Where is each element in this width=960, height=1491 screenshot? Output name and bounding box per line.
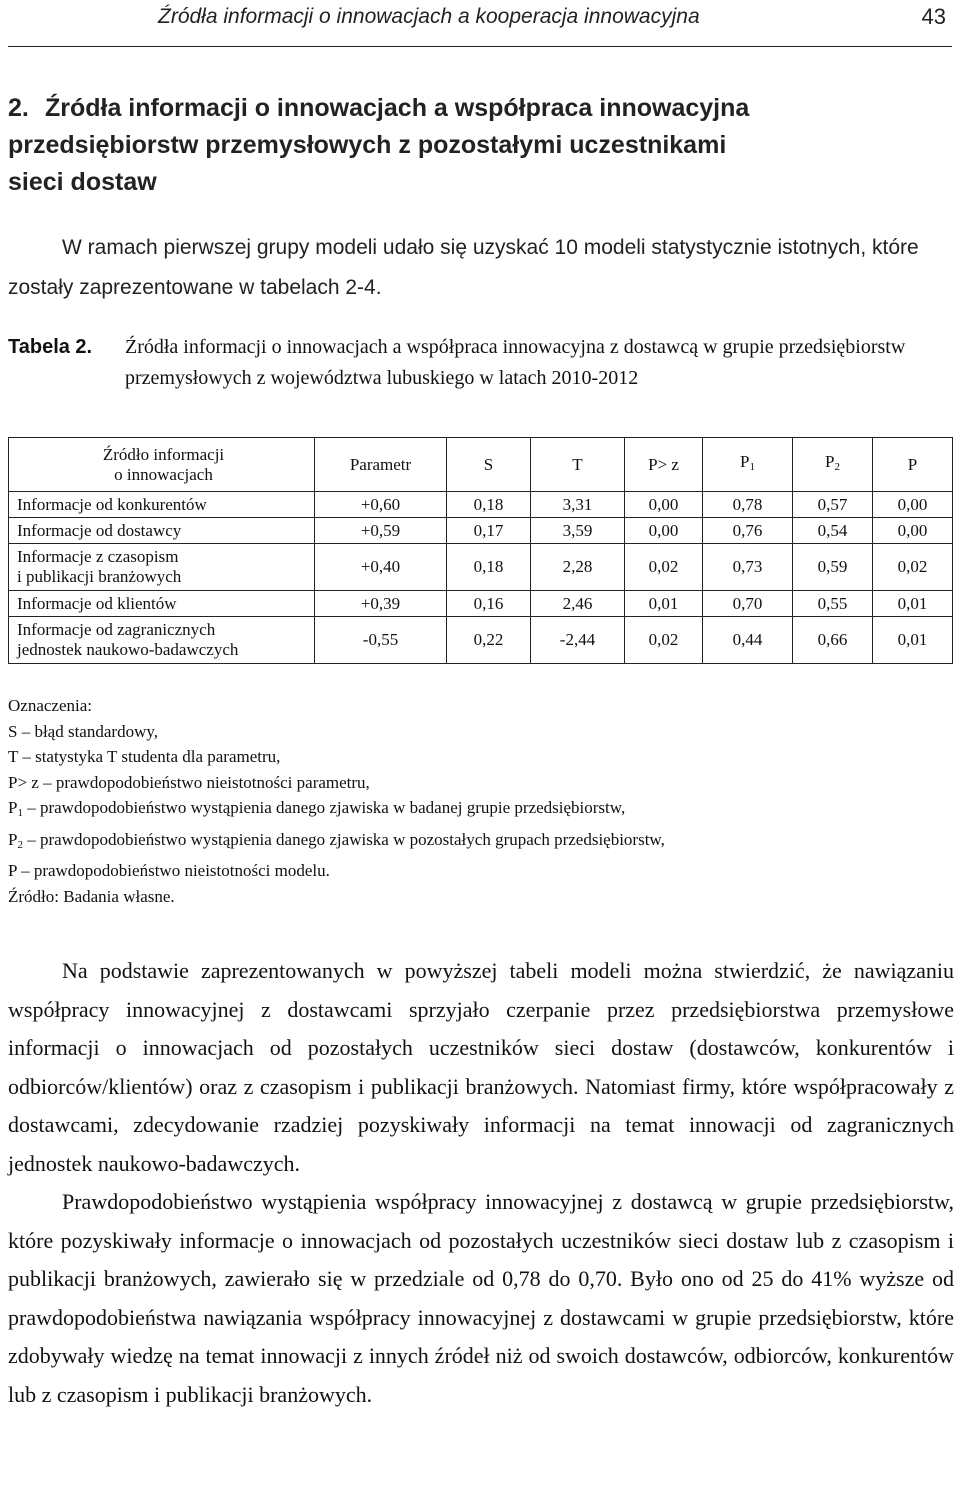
table-caption-text: Źródła informacji o innowacjach a współpraca innowacyjna z dostawcą w grupie przedsiębiorstw przemysłowych z województwa lubuskiego w latach 2010-2012 [125,336,906,389]
row-p2: 0,57 [793,492,873,518]
results-table [8,437,953,664]
row-pz: 0,02 [625,617,703,664]
table-row [9,544,953,591]
header-source: Źródło informacji o innowacjach [9,438,315,492]
row-p2: 0,54 [793,518,873,544]
row-p2: 0,55 [793,591,873,617]
row-param: +0,39 [315,591,447,617]
legend-t: T – statystyka T studenta dla parametru, [8,747,281,766]
row-s: 0,22 [447,617,531,664]
body-text [8,952,954,1414]
legend-s: S – błąd standardowy, [8,721,158,741]
row-source: Informacje od klientów [9,591,315,617]
row-s: 0,17 [447,518,531,544]
legend [8,693,948,884]
section-heading [8,90,908,201]
legend-title: Oznaczenia: [8,696,92,715]
row-p1: 0,76 [703,518,793,544]
row-t: 3,31 [531,492,625,518]
table-row [9,617,953,664]
row-param: +0,59 [315,518,447,544]
table-row [9,518,953,544]
page-header [8,0,952,47]
paragraph-2: Prawdopodobieństwo wystąpienia współpracy innowacyjnej z dostawcą w grupie przedsiębiorstw, które pozyskiwały informacje o innowacjach od pozostałych uczestników sieci dostaw lub z czasopism i publikacji branżowych, zawierało się w przedziale od 0,78 do 0,70. Było ono od 25 do 41% wyższe od prawdopodobieństwa nawiązania współpracy innowacyjnej z dostawcami w grupie przedsiębiorstw, które zdobywały wiedzę na temat innowacji z innych źródeł niż od swoich dostawców, odbiorców, konkurentów lub z czasopism i publikacji branżowych. [8,1189,954,1407]
section-heading-line-1: 2. Źródła informacji o innowacjach a współpraca innowacyjna [8,90,908,127]
row-s: 0,18 [447,544,531,591]
header-s: S [447,438,531,492]
row-t: 2,46 [531,591,625,617]
header-p1: $P_1$ [703,438,793,492]
row-p1: 0,44 [703,617,793,664]
row-param: +0,40 [315,544,447,591]
row-s: 0,18 [447,492,531,518]
row-p: 0,02 [873,544,953,591]
header-p: P [873,438,953,492]
row-p: 0,01 [873,617,953,664]
row-p1: 0,70 [703,591,793,617]
table-header-row [9,438,953,492]
section-number: 2. [8,94,29,122]
row-p: 0,00 [873,518,953,544]
table-caption-label: Tabela 2. [8,336,93,358]
row-source: Informacje od zagranicznych jednostek naukowo-badawczych [9,617,315,664]
header-parametr: Parametr [315,438,447,492]
header-t: T [531,438,625,492]
row-pz: 0,00 [625,492,703,518]
row-source: Informacje od dostawcy [9,518,315,544]
row-source: Informacje od konkurentów [9,492,315,518]
row-source: Informacje z czasopism i publikacji branżowych [9,544,315,591]
row-pz: 0,00 [625,518,703,544]
header-p2: $P_2$ [793,438,873,492]
row-param: -0,55 [315,617,447,664]
table-caption [8,332,938,394]
intro-paragraph: W ramach pierwszej grupy modeli udało się uzyskać 10 modeli statystycznie istotnych, które zostały zaprezentowane w tabelach 2-4. [8,236,919,299]
legend-p: P – prawdopodobieństwo nieistotności modelu. [8,861,330,880]
row-param: +0,60 [315,492,447,518]
row-p1: 0,78 [703,492,793,518]
running-title: Źródła informacji o innowacjach a kooperacja innowacyjna [158,5,700,28]
page-number: 43 [921,4,946,29]
legend-p2: $P_2$ – prawdopodobieństwo wystąpienia danego zjawiska w pozostałych grupach przedsiębiorstw, [8,829,665,851]
header-pz: P> z [625,438,703,492]
row-s: 0,16 [447,591,531,617]
section-heading-line-3: sieci dostaw [8,168,157,196]
section-heading-line-2: przedsiębiorstw przemysłowych z pozostałymi uczestnikami [8,131,727,159]
row-pz: 0,01 [625,591,703,617]
row-p1: 0,73 [703,544,793,591]
table-row [9,591,953,617]
paragraph-1: Na podstawie zaprezentowanych w powyższej tabeli modeli można stwierdzić, że nawiązaniu współpracy innowacyjnej z dostawcami sprzyjało czerpanie przez przedsiębiorstwa przemysłowe informacji o innowacjach od pozostałych uczestników sieci dostaw (dostawców, konkurentów i odbiorców/klientów) oraz z czasopism i publikacji branżowych. Natomiast firmy, które współpracowały z dostawcami, zdecydowanie rzadziej pozyskiwały informacji na temat innowacji od zagranicznych jednostek naukowo-badawczych. [8,958,954,1176]
row-pz: 0,02 [625,544,703,591]
source-note: Źródło: Badania własne. [8,887,175,906]
row-t: 3,59 [531,518,625,544]
row-p: 0,00 [873,492,953,518]
legend-pz: P> z – prawdopodobieństwo nieistotności parametru, [8,772,370,792]
row-p2: 0,59 [793,544,873,591]
row-p2: 0,66 [793,617,873,664]
row-p: 0,01 [873,591,953,617]
legend-p1: $P_1$ – prawdopodobieństwo wystąpienia danego zjawiska w badanej grupie przedsiębiorstw, [8,798,626,819]
row-t: 2,28 [531,544,625,591]
row-t: -2,44 [531,617,625,664]
table-row [9,492,953,518]
